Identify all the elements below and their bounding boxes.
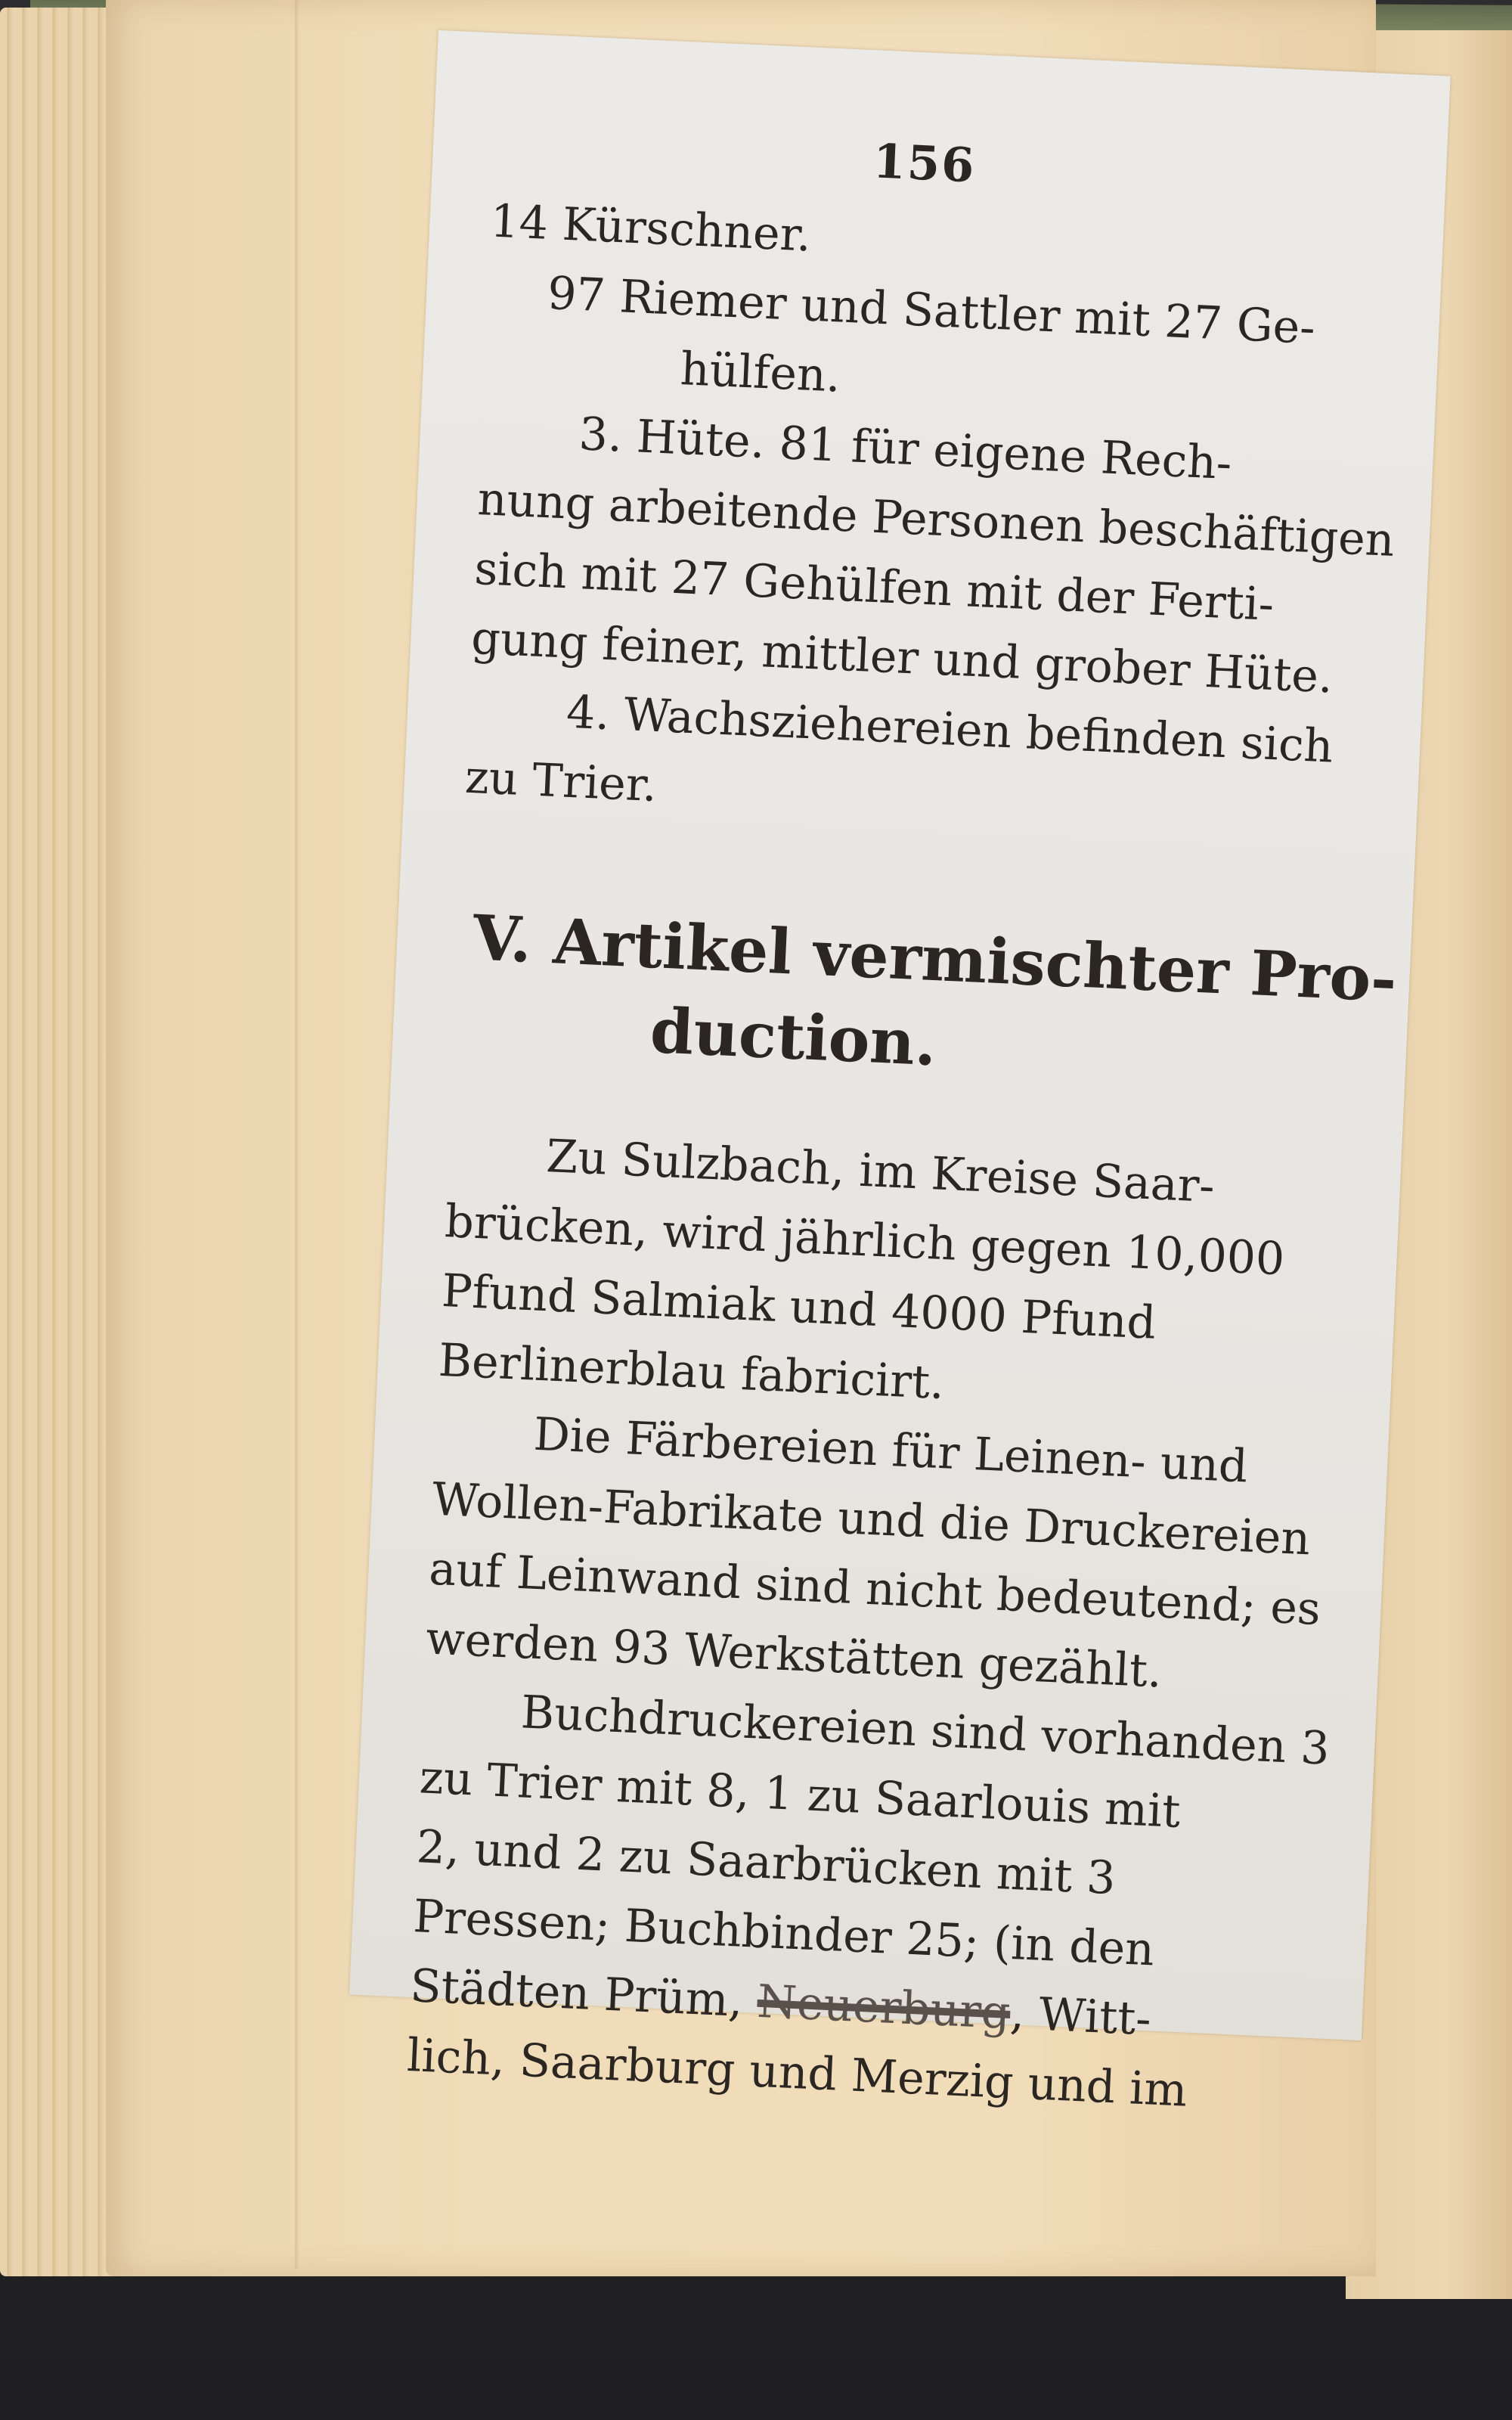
text-fragment: Städten Prüm, [409, 1959, 759, 2028]
text-line: auf Leinwand sind nicht bedeutend; es [428, 1542, 1322, 1637]
text-line: Wollen-Fabrikate und die Druckereien [431, 1472, 1312, 1566]
heading-line: duction. [649, 994, 938, 1081]
text-line: Die Färbereien für Leinen- und [532, 1407, 1249, 1494]
text-line: sich mit 27 Gehülfen mit der Ferti- [473, 541, 1275, 631]
paragraph-sulzbach [437, 1117, 1401, 1438]
text-line: 4. Wachsziehereien befinden sich [565, 685, 1334, 774]
text-line: brücken, wird jährlich gegen 10,000 [443, 1195, 1286, 1286]
text-line: zu Trier. [463, 750, 658, 813]
text-line: Pressen; Buchbinder 25; (in den [412, 1890, 1156, 1977]
entry-kuerschner: 14 Kürschner. [489, 194, 813, 262]
text-line: werden 93 Werkstätten gezählt. [424, 1612, 1163, 1699]
text-line: zu Trier mit 8, 1 zu Saarlouis mit [418, 1751, 1182, 1838]
section-heading [452, 895, 1411, 1107]
slip-text-block [349, 30, 1451, 2118]
page-number: 156 [872, 133, 977, 194]
struck-through-word: Neuerburg [756, 1975, 1012, 2040]
text-line: Buchdruckereien sind vorhanden 3 [519, 1686, 1331, 1776]
text-line: 3. Hüte. 81 für eigene Rech- [578, 408, 1233, 491]
text-fragment: , Witt- [1009, 1987, 1153, 2046]
heading-line: V. Artikel vermischter Pro- [471, 901, 1399, 1016]
entry-riemer-cont: hülfen. [679, 343, 842, 403]
text-line: Berlinerblau fabricirt. [437, 1333, 946, 1410]
paragraph-hute [469, 395, 1433, 716]
page-fold [295, 0, 299, 2269]
entry-riemer: 97 Riemer und Sattler mit 27 Ge- [546, 266, 1317, 355]
paragraph-buchdruckereien [405, 1673, 1376, 2133]
pasted-paper-slip [349, 30, 1451, 2118]
text-line: lich, Saarburg und Merzig und im [405, 2028, 1188, 2118]
text-line: nung arbeitende Personen beschäftigen [476, 473, 1396, 568]
text-line: 2, und 2 zu Saarbrücken mit 3 [415, 1820, 1117, 1906]
text-line: gung feiner, mittler und grober Hüte. [469, 611, 1334, 704]
paragraph-faerbereien [424, 1395, 1388, 1717]
text-line: Pfund Salmiak und 4000 Pfund [440, 1264, 1157, 1350]
text-line: Zu Sulzbach, im Kreise Saar- [545, 1130, 1216, 1214]
